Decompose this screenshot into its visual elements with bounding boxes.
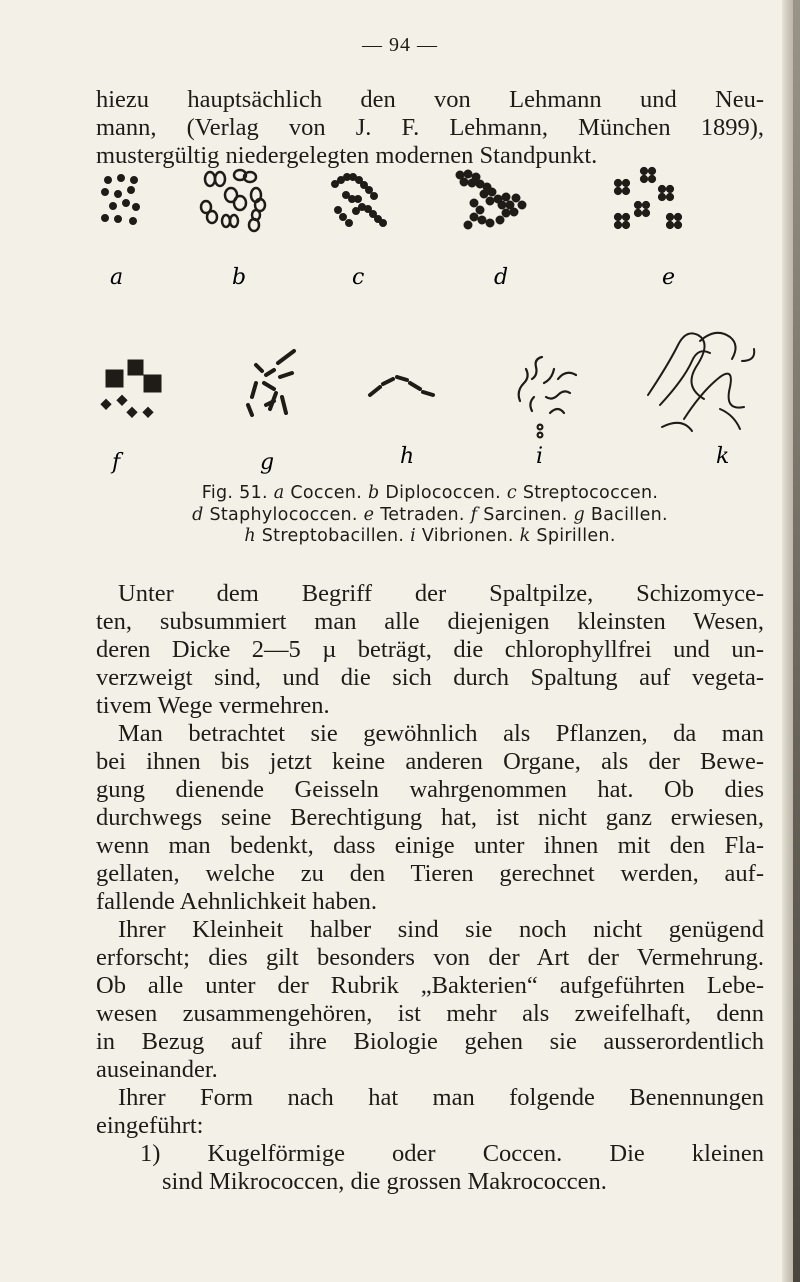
text-line: Ihrer Form nach hat man folgende Benennungen — [118, 1084, 764, 1111]
page-number: — 94 — — [362, 34, 438, 56]
text-line: wesen zusammengehören, ist mehr als zweifelhaft, denn — [96, 1000, 764, 1027]
text-line: Ob alle unter der Rubrik „Bakterien“ aufgeführten Lebe- — [96, 972, 764, 999]
list-item-continuation: sind Mikrococcen, die grossen Makrococcen. — [162, 1168, 607, 1195]
text-line: eingeführt: — [96, 1112, 204, 1139]
text-line: durchwegs seine Berechtigung hat, ist nicht ganz erwiesen, — [96, 804, 764, 831]
label-f: f — [112, 450, 121, 475]
text-line: deren Dicke 2—5 µ beträgt, die chlorophyllfrei und un- — [96, 636, 764, 663]
text-line: Unter dem Begriff der Spaltpilze, Schizomyce- — [118, 580, 764, 607]
bacilli-drawing — [248, 351, 294, 415]
text-line: Man betrachtet sie gewöhnlich als Pflanzen, da man — [118, 720, 764, 747]
diplococci-drawing — [201, 170, 265, 231]
label-h: h — [400, 444, 415, 469]
streptococci-drawing — [332, 174, 387, 227]
label-d: d — [494, 265, 509, 290]
spirilla-drawing — [648, 333, 754, 431]
caption-line-2: d Staphylococcen. e Tetraden. f Sarcinen. g Bacillen. — [192, 504, 668, 525]
list — [96, 1140, 764, 1196]
tetrads-drawing — [614, 167, 681, 228]
streptobacilli-drawing — [370, 377, 433, 395]
text-line: Ihrer Kleinheit halber sind sie noch nicht genügend — [118, 916, 764, 943]
text-line: in Bezug auf ihre Biologie gehen sie ausserordentlich — [96, 1028, 764, 1055]
page-edge-binding — [793, 0, 800, 1282]
label-k: k — [716, 444, 730, 469]
bacteria-illustration — [88, 165, 768, 480]
text-line: auseinander. — [96, 1056, 218, 1083]
text-line: gellaten, welche zu den Tieren gerechnet werden, auf- — [96, 860, 764, 887]
intro-paragraph — [96, 86, 764, 170]
paragraph — [96, 580, 764, 720]
text-line: gung dienende Geisseln wahrgenommen hat. Ob dies — [96, 776, 764, 803]
body-text — [96, 580, 764, 1196]
text-line: fallende Aehnlichkeit haben. — [96, 888, 377, 915]
text-line: hiezu hauptsächlich den von Lehmann und Neu- — [96, 86, 764, 113]
text-line: wenn man bedenkt, dass einige unter ihnen mit den Fla- — [96, 832, 764, 859]
text-line: erforscht; dies gilt besonders von der Art der Vermehrung. — [96, 944, 764, 971]
label-a: a — [110, 265, 124, 290]
label-b: b — [232, 265, 247, 290]
figure-caption — [96, 483, 764, 548]
paragraph — [96, 720, 764, 916]
vibrios-drawing — [519, 357, 576, 437]
paragraph — [96, 916, 764, 1084]
text-line: ten, subsummiert man alle diejenigen kleinsten Wesen, — [96, 608, 764, 635]
text-line: verzweigt sind, und die sich durch Spaltung auf vegeta- — [96, 664, 764, 691]
text-line: bei ihnen bis jetzt keine anderen Organe, als der Bewe- — [96, 748, 764, 775]
label-i: i — [536, 444, 544, 469]
text-line: tivem Wege vermehren. — [96, 692, 330, 719]
label-c: c — [352, 265, 365, 290]
label-g: g — [260, 450, 275, 475]
staphylococci-drawing — [456, 170, 526, 229]
text-line: mustergültig niedergelegten modernen Standpunkt. — [96, 142, 598, 169]
caption-line-1: Fig. 51. a Coccen. b Diplococcen. c Streptococcen. — [201, 483, 659, 503]
figure-51-bacteria-forms — [88, 165, 768, 500]
paragraph — [96, 1084, 764, 1140]
label-e: e — [662, 265, 676, 290]
caption-line-3: h Streptobacillen. i Vibrionen. k Spirillen. — [244, 526, 616, 546]
cocci-drawing — [102, 175, 140, 225]
sarcinae-drawing — [101, 360, 161, 417]
list-item: 1) Kugelförmige oder Coccen. Die kleinen — [140, 1140, 764, 1167]
text-line: mann, (Verlag von J. F. Lehmann, München 1899), — [96, 114, 764, 141]
